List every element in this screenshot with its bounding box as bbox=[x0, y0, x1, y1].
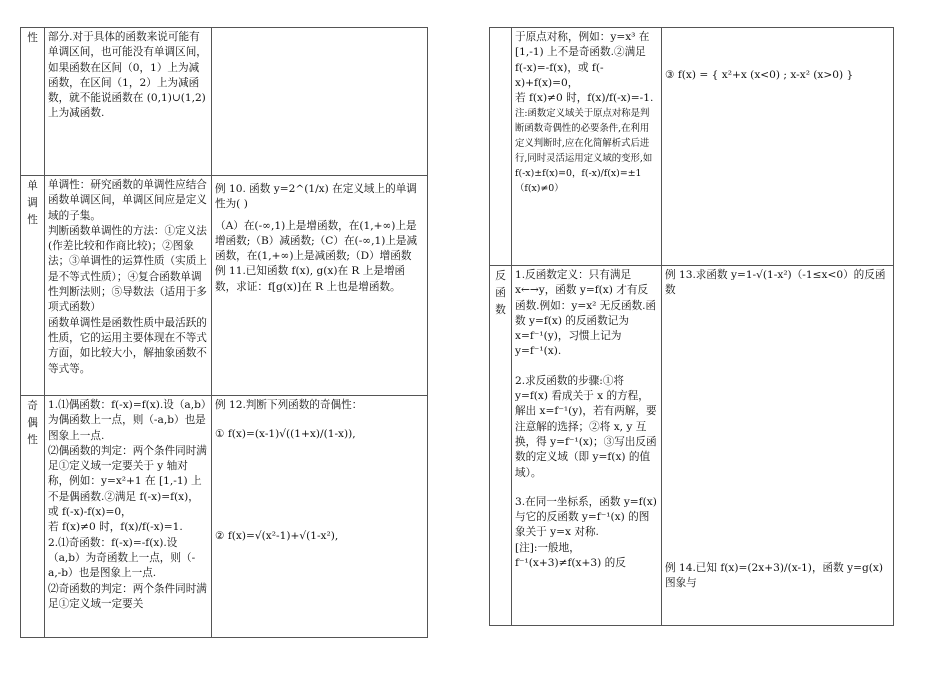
example-paragraph: 例 10. 函数 y=2^(1/x) 在定义域上的单调性为( ) bbox=[215, 183, 417, 211]
content-paragraph: 3.在同一坐标系，函数 y=f(x) 与它的反函数 y=f⁻¹(x) 的图象关于 y=x 对称. bbox=[515, 495, 657, 539]
content-cell bbox=[512, 28, 662, 266]
content-paragraph: [注]:一般地，f⁻¹(x+3)≠f(x+3) 的反 bbox=[515, 541, 626, 570]
content-paragraph: 若 f(x)≠0 时，f(x)/f(-x)=1. bbox=[48, 521, 183, 534]
content-paragraph: ⑵偶函数的判定：两个条件同时满足①定义域一定要关于 y 轴对称，例如：y=x²+1 在 [1,-1) 上不是偶函数.②满足 f(-x)=f(x)，或 f(-x)-f(x)=0， bbox=[48, 444, 207, 519]
row-title: 单调性 bbox=[27, 180, 38, 226]
example-paragraph: 例 12.判断下列函数的奇偶性： bbox=[215, 399, 363, 411]
content-cell bbox=[45, 176, 212, 396]
row-title-cell bbox=[490, 28, 512, 266]
table-row bbox=[490, 28, 894, 266]
content-paragraph: （f(x)≠0） bbox=[515, 183, 564, 195]
content-paragraph: 2.⑴奇函数：f(-x)=-f(x).设（a,b）为奇函数上一点，则（-a,-b）也是图象上一点. bbox=[48, 536, 196, 580]
example-paragraph: 例 11.已知函数 f(x), g(x)在 R 上是增函数，求证：f[g(x)]在 R 上也是增函数。 bbox=[215, 265, 406, 293]
content-paragraph: 部分.对于具体的函数来说可能有单调区间，也可能没有单调区间，如果函数在区间（0，1）上为减函数，在区间（1，2）上为减函数，就不能说函数在 (0,1)∪(1,2) 上为减函数. bbox=[48, 31, 207, 120]
right-page-table bbox=[489, 27, 894, 626]
row-title-cell bbox=[21, 396, 45, 638]
content-paragraph: ⑵奇函数的判定：两个条件同时满足①定义域一定要关 bbox=[48, 582, 207, 610]
content-paragraph: 于原点对称，例如：y=x³ 在 [1,-1) 上不是奇函数.②满足 f(-x)=-f(x)，或 f(-x)+f(x)=0， bbox=[515, 31, 650, 89]
row-title-cell bbox=[21, 176, 45, 396]
row-title-cell bbox=[490, 266, 512, 626]
content-paragraph: 单调性：研究函数的单调性应结合函数单调区间，单调区间应是定义域的子集。 bbox=[48, 179, 207, 222]
left-page-table bbox=[20, 27, 428, 638]
table-row bbox=[490, 266, 894, 626]
example-paragraph: ③ f(x) = { x²+x (x<0) ; x-x² (x>0) } bbox=[665, 69, 854, 81]
example-cell bbox=[212, 176, 428, 396]
example-cell bbox=[662, 28, 894, 266]
row-title-cell bbox=[21, 28, 45, 176]
content-paragraph: 注:函数定义域关于原点对称是判断函数奇偶性的必要条件,在利用定义判断时,应在化简解析式后进行,同时灵活运用定义域的变形,如 f(-x)±f(x)=0，f(-x)/f(x)=±1 bbox=[515, 108, 653, 180]
table-row bbox=[21, 28, 428, 176]
content-cell bbox=[512, 266, 662, 626]
example-paragraph: ① f(x)=(x-1)√((1+x)/(1-x)), bbox=[215, 428, 356, 441]
content-paragraph: 2.求反函数的步骤:①将 y=f(x) 看成关于 x 的方程，解出 x=f⁻¹(y)，若有两解，要注意解的选择；②将 x, y 互换，得 y=f⁻¹(x)；③写出反函数的定义域（即 y=f(x) 的值域）。 bbox=[515, 374, 657, 479]
row-title: 反函数 bbox=[495, 270, 506, 316]
table-row bbox=[21, 176, 428, 396]
content-paragraph: 1.⑴偶函数：f(-x)=f(x).设（a,b）为偶函数上一点，则（-a,b）也是图象上一点. bbox=[48, 399, 207, 442]
content-paragraph: 判断函数单调性的方法：①定义法(作差比较和作商比较)；②图象法；③单调性的运算性质（实质上是不等式性质）；④复合函数单调性判断法则；⑤导数法（适用于多项式函数） bbox=[48, 224, 207, 314]
content-paragraph: 1.反函数定义：只有满足 x←→y，函数 y=f(x) 才有反函数.例如：y=x² 无反函数.函数 y=f(x) 的反函数记为 x=f⁻¹(y)，习惯上记为 y=f⁻¹(x). bbox=[515, 269, 657, 358]
content-cell bbox=[45, 28, 212, 176]
content-paragraph: 若 f(x)≠0 时，f(x)/f(-x)=-1. bbox=[515, 92, 654, 105]
example-paragraph: 例 14.已知 f(x)=(2x+3)/(x-1)，函数 y=g(x)图象与 bbox=[665, 561, 883, 589]
example-cell bbox=[662, 266, 894, 626]
content-cell bbox=[45, 396, 212, 638]
table-row bbox=[21, 396, 428, 638]
row-title: 性 bbox=[27, 32, 38, 44]
row-title: 奇偶性 bbox=[27, 400, 38, 446]
example-cell bbox=[212, 396, 428, 638]
example-paragraph: 例 13.求函数 y=1-√(1-x²)（-1≤x<0）的反函数 bbox=[665, 269, 886, 297]
content-paragraph: 函数单调性是函数性质中最活跃的性质，它的运用主要体现在不等式方面，如比较大小，解抽象函数不等式等。 bbox=[48, 316, 207, 375]
example-paragraph: （A）在(-∞,1)上是增函数，在(1,+∞)上是增函数;（B）减函数;（C）在(-∞,1)上是减函数，在(1,+∞)上是减函数;（D）增函数 bbox=[215, 219, 418, 263]
example-cell bbox=[212, 28, 428, 176]
example-paragraph: ② f(x)=√(x²-1)+√(1-x²), bbox=[215, 529, 339, 542]
